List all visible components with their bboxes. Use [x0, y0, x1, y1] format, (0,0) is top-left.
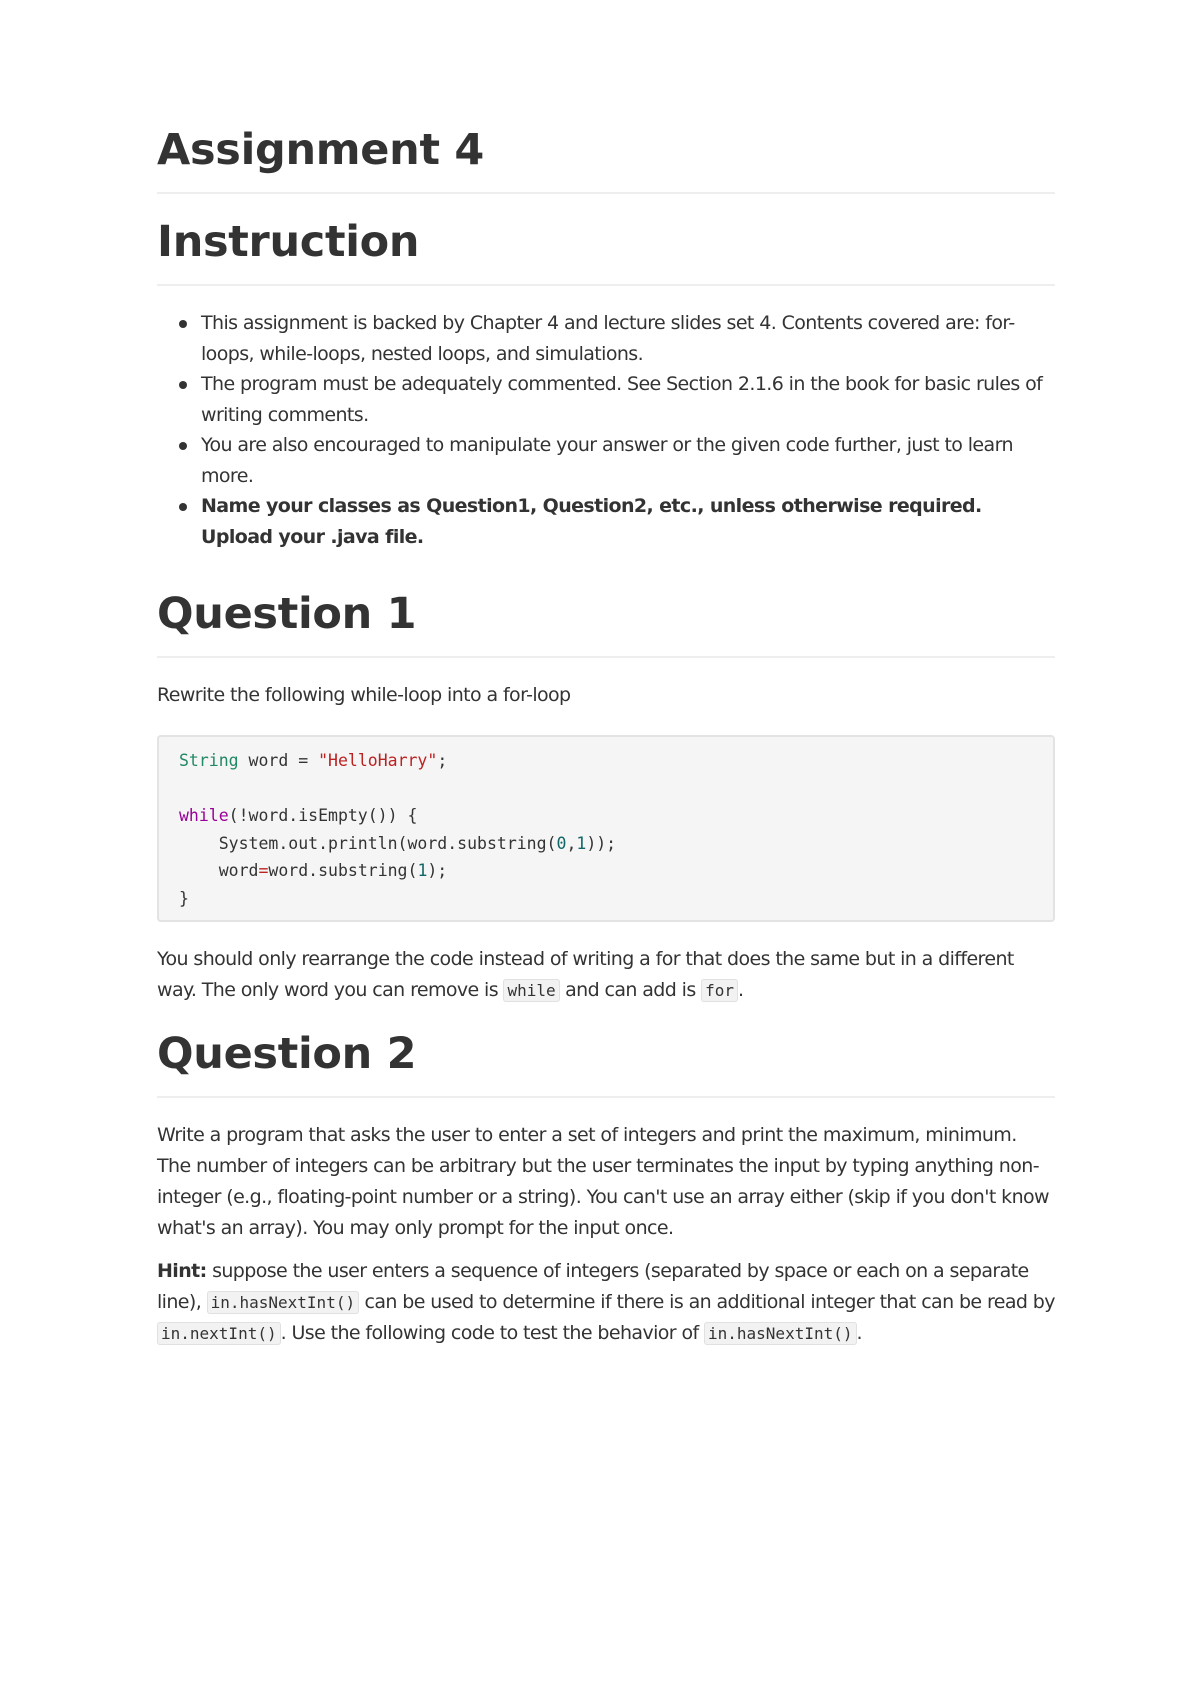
code-line-3	[179, 802, 1033, 830]
note-text: .	[737, 979, 744, 1001]
hint-text: .	[856, 1322, 862, 1344]
code-line-1	[179, 747, 1033, 775]
code-token: ;	[437, 751, 448, 770]
code-token: word =	[238, 751, 319, 770]
note-text: You should only rearrange the code instead of writing a for that does the same but in a different way. The only word you can remove is	[157, 948, 1014, 1001]
question1-heading: Question 1	[157, 566, 1055, 658]
code-token: ,	[566, 833, 577, 853]
question1-code-block[interactable]	[157, 735, 1055, 922]
code-token-number: 1	[576, 833, 587, 853]
code-token-number: 0	[556, 833, 567, 853]
question1-intro: Rewrite the following while-loop into a for-loop	[157, 684, 571, 706]
code-token-string: "HelloHarry"	[318, 751, 438, 770]
inline-code-hasnextint: in.hasNextInt()	[704, 1322, 857, 1345]
inline-code-while: while	[503, 979, 559, 1002]
code-token: word	[179, 861, 259, 880]
question2-heading: Question 2	[157, 1006, 1055, 1098]
instruction-item-bold: Name your classes as Question1, Question2, etc., unless otherwise required. Upload your .java file.	[201, 491, 1055, 552]
instruction-heading: Instruction	[157, 194, 1055, 286]
instruction-item: You are also encouraged to manipulate your answer or the given code further, just to learn more.	[201, 430, 1055, 491]
hint-text: . Use the following code to test the behavior of	[280, 1322, 704, 1344]
instruction-item: This assignment is backed by Chapter 4 and lecture slides set 4. Contents covered are: for-loops, while-loops, nested loops, and simulations.	[201, 308, 1055, 369]
document-content	[157, 110, 1055, 1349]
code-line-6	[179, 885, 1033, 913]
instruction-item: The program must be adequately commented. See Section 2.1.6 in the book for basic rules of writing comments.	[201, 369, 1055, 430]
code-line-5	[179, 857, 1033, 885]
question1-note	[157, 944, 1055, 1006]
instruction-list	[157, 308, 1055, 552]
inline-code-nextint: in.nextInt()	[157, 1322, 281, 1345]
code-line-4	[179, 830, 1033, 858]
code-token: (!word.isEmpty()) {	[228, 806, 418, 825]
code-token-number: 1	[417, 861, 428, 880]
code-line-2	[179, 775, 1033, 803]
inline-code-for: for	[701, 979, 738, 1002]
hint-text: can be used to determine if there is an additional integer that can be read by	[359, 1291, 1055, 1313]
hint-text: suppose the user enters a sequence of integers (separated by space or each on a separate line),	[157, 1260, 1029, 1313]
code-token-keyword: while	[179, 806, 229, 825]
question2-hint	[157, 1256, 1055, 1349]
code-token: System.out.println(word.substring(	[179, 833, 557, 853]
code-token: ));	[586, 833, 617, 853]
code-token-type: String	[179, 751, 239, 770]
code-token-operator: =	[258, 861, 269, 880]
inline-code-hasnextint: in.hasNextInt()	[207, 1291, 360, 1314]
code-token: word.substring(	[268, 861, 418, 880]
note-text: and can add is	[559, 979, 702, 1001]
hint-label: Hint:	[157, 1260, 207, 1282]
page-title: Assignment 4	[157, 110, 1055, 194]
question2-description: Write a program that asks the user to enter a set of integers and print the maximum, minimum. The number of integers can be arbitrary but the user terminates the input by typing anything non-integer (e.g., floating-point number or a string). You can't use an array either (skip if you don't know what's an array). You may only prompt for the input once.	[157, 1124, 1049, 1239]
code-token: }	[179, 888, 189, 908]
code-token: );	[427, 861, 448, 880]
